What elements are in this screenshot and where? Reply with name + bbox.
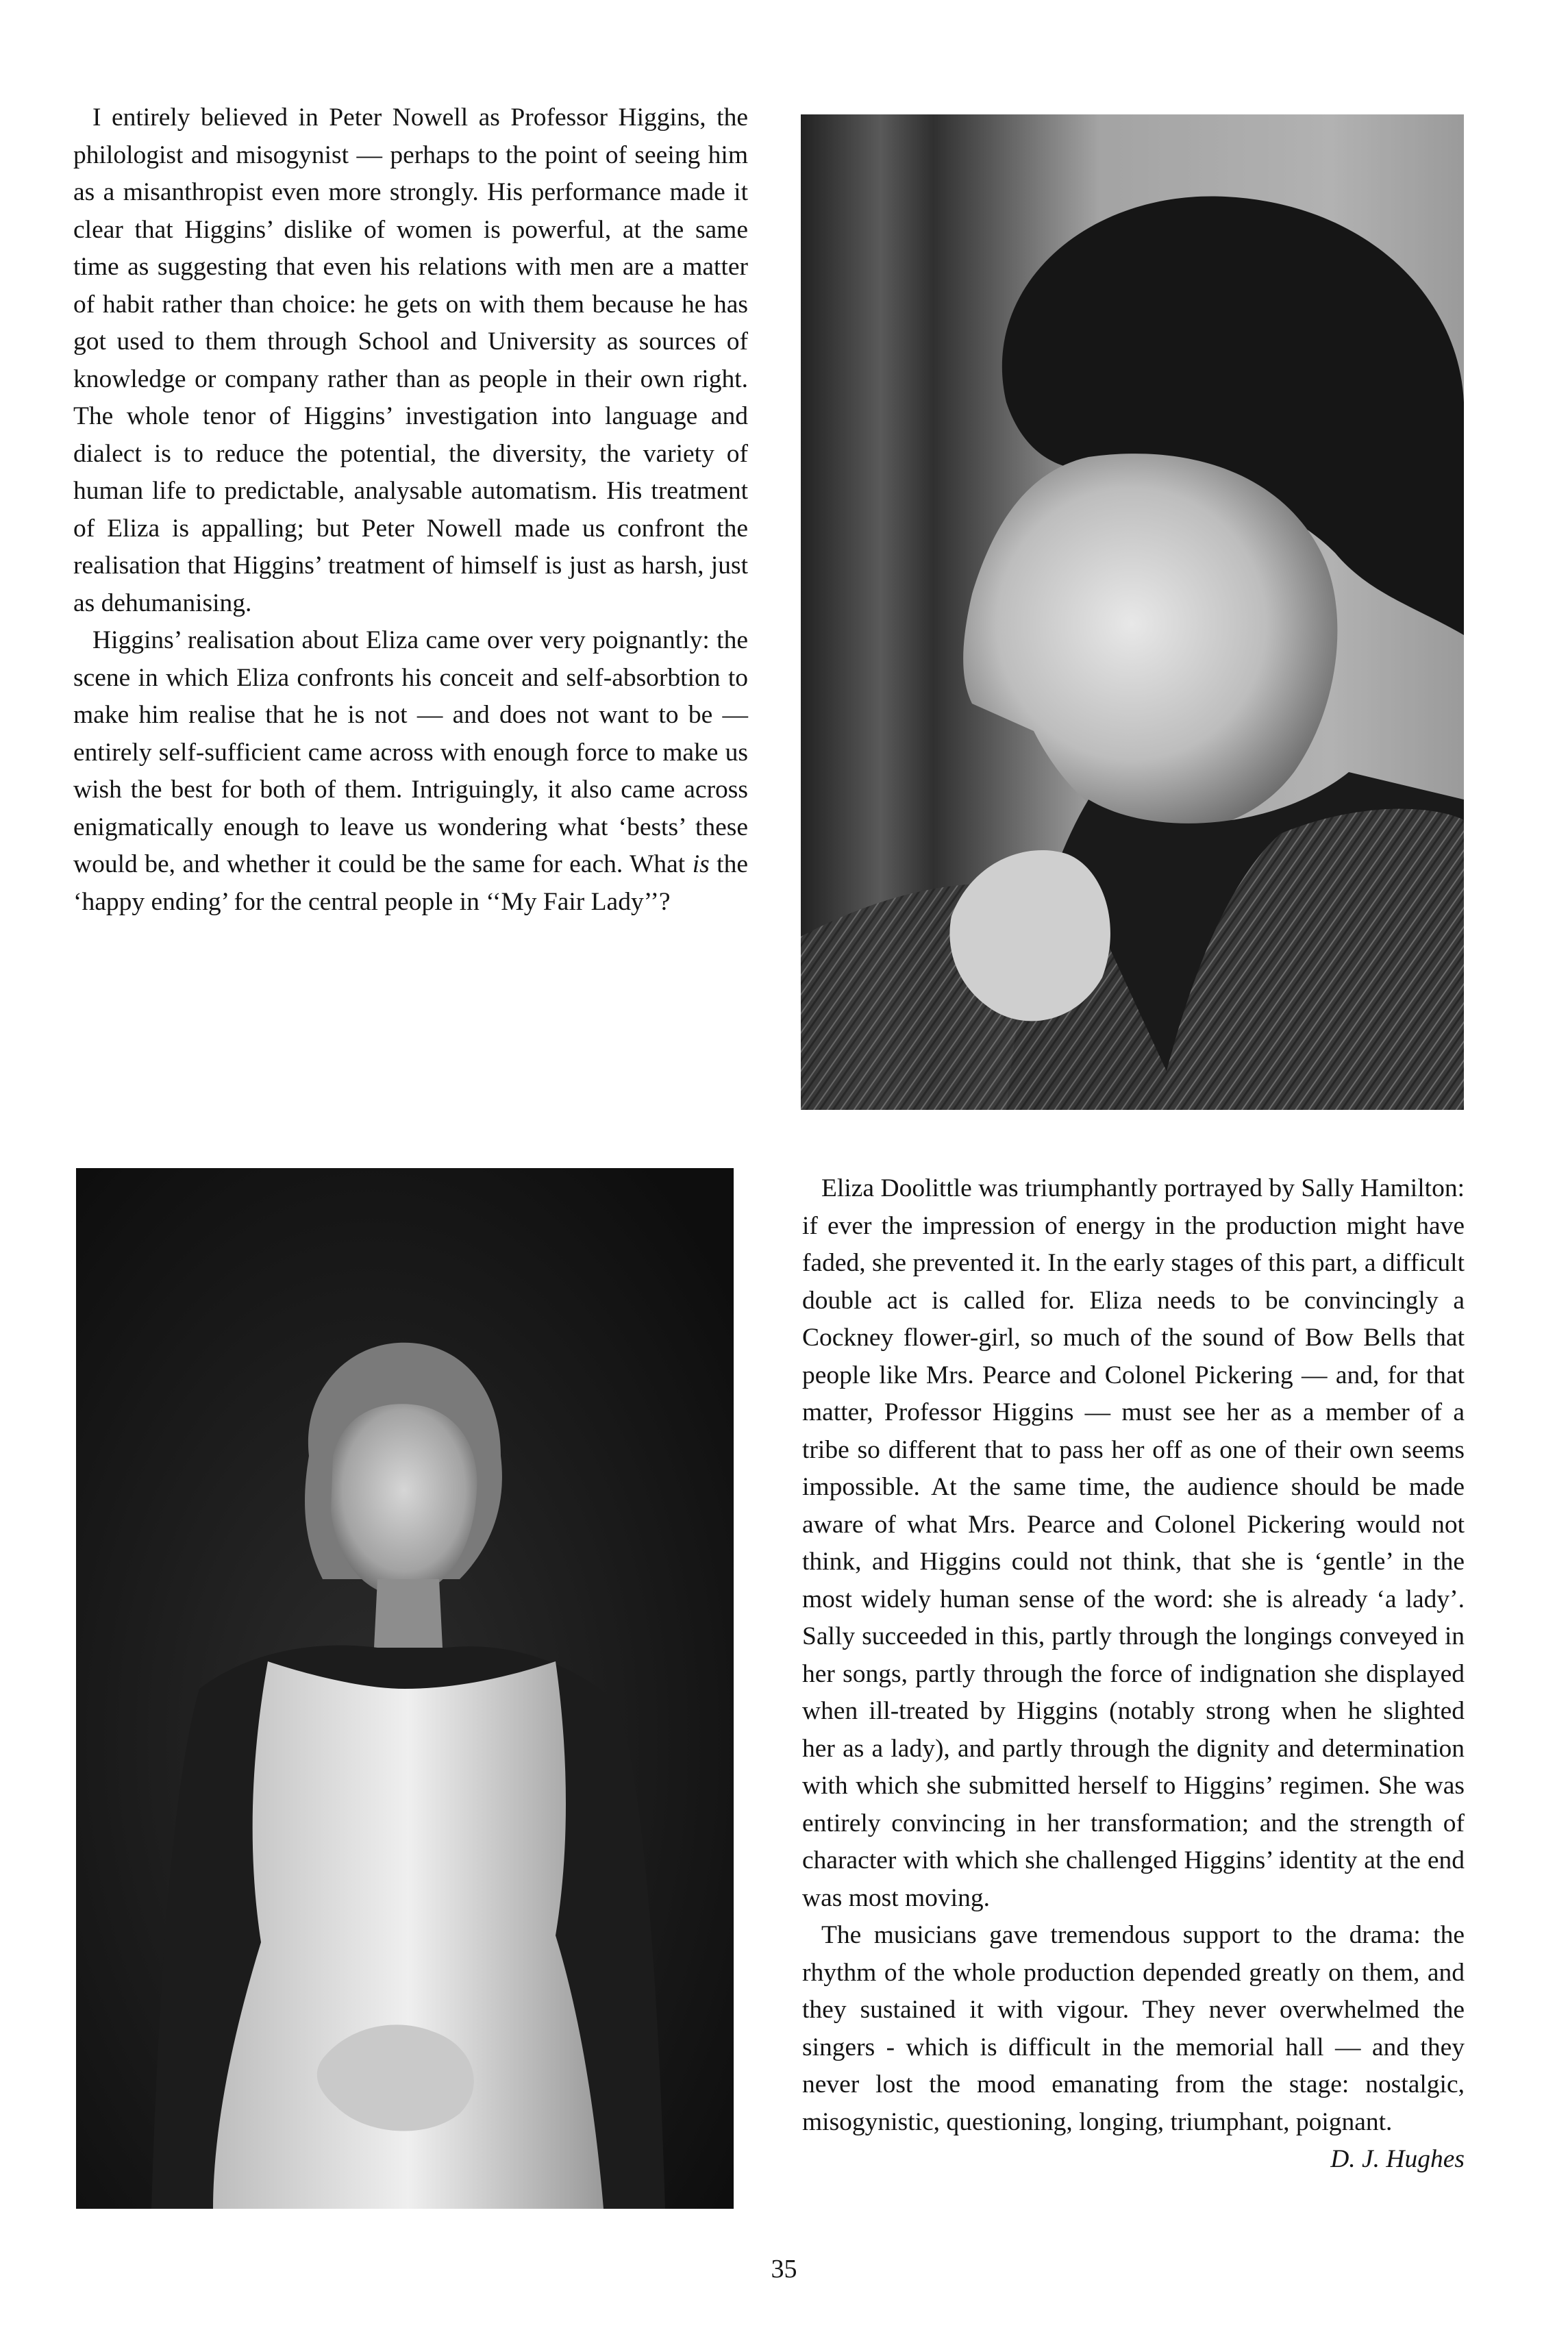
paragraph-text-part: the ‘happy ending’ for the central people in ‘‘My Fair Lady’’? bbox=[73, 850, 748, 916]
paragraph-text-part: Higgins’ realisation about Eliza came over very poignantly: the scene in which Eliza confronts his conceit and self-absorbtion to make him realise that he is not — and does not want to be — entirely self-sufficient came across with enough force to make us wish the best for both of them. Intriguingly, it also came across enigmatically enough to leave us wondering what ‘bests’ these would be, and whether it could be the same for each. What bbox=[73, 626, 748, 878]
emphasis-text: is bbox=[692, 850, 710, 878]
photo-professor-higgins bbox=[801, 114, 1464, 1110]
paragraph-eliza-portrayal: Eliza Doolittle was triumphantly portrayed by Sally Hamilton: if ever the impression of energy in the production might have faded, she prevented it. In the early stages of this part, a difficult double act is called for. Eliza needs to be convincingly a Cockney flower-girl, so much of the sound of Bow Bells that people like Mrs. Pearce and Colonel Pickering — and, for that matter, Professor Higgins — must see her as a member of a tribe so different that to pass her off as one of their own seems impossible. At the same time, the audience should be made aware of what Mrs. Pearce and Colonel Pickering would not think, and Higgins could not think, that she is ‘gentle’ in the most widely human sense of the word: she is already ‘a lady’. Sally succeeded in this, partly through the longings conveyed in her songs, partly through the force of indignation she displayed when ill-treated by Higgins (notably strong when he slighted her as a lady), and partly through the dignity and determination with which she submitted herself to Higgins’ regimen. She was entirely convincing in her transformation; and the strength of character with which she challenged Higgins’ identity at the end was most moving. bbox=[802, 1174, 1465, 1912]
page-number: 35 bbox=[771, 2255, 797, 2283]
photo-higgins-image bbox=[801, 114, 1464, 1110]
photo-eliza-doolittle bbox=[76, 1168, 734, 2209]
author-signature: D. J. Hughes bbox=[1330, 2145, 1465, 2173]
article-column-top-left bbox=[73, 99, 748, 921]
paragraph-higgins-performance: I entirely believed in Peter Nowell as Professor Higgins, the philologist and misogynist — perhaps to the point of seeing him as a misanthropist even more strongly. His performance made it clear that Higgins’ dislike of women is powerful, at the same time as suggesting that even his relations with men are a matter of habit rather than choice: he gets on with them because he has got used to them through School and University as sources of knowledge or company rather than as people in their own right. The whole tenor of Higgins’ investigation into language and dialect is to reduce the potential, the diversity, the variety of human life to predictable, analysable automatism. His treatment of Eliza is appalling; but Peter Nowell made us confront the realisation that Higgins’ treatment of himself is just as harsh, just as dehumanising. bbox=[73, 103, 748, 617]
paragraph-higgins-realisation bbox=[73, 622, 748, 921]
article-column-bottom-right bbox=[802, 1170, 1465, 2179]
photo-eliza-image bbox=[76, 1168, 734, 2209]
paragraph-musicians: The musicians gave tremendous support to the drama: the rhythm of the whole production depended greatly on them, and they sustained it with vigour. They never overwhelmed the singers - which is difficult in the memorial hall — and they never lost the mood emanating from the stage: nostalgic, misogynistic, questioning, longing, triumphant, poignant. bbox=[802, 1921, 1465, 2136]
